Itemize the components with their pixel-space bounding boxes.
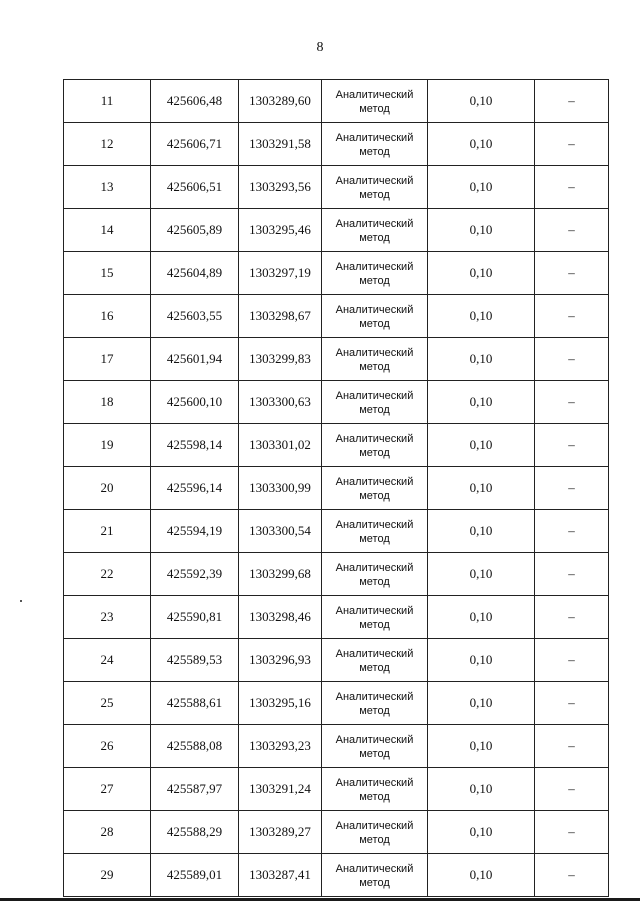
- note-cell: –: [535, 209, 609, 252]
- accuracy-cell: 0,10: [428, 596, 535, 639]
- y-coordinate-cell: 1303295,16: [239, 682, 322, 725]
- table-row: [64, 252, 609, 295]
- x-coordinate-cell: 425589,53: [151, 639, 239, 682]
- method-cell: [322, 166, 428, 209]
- y-coordinate-cell: 1303295,46: [239, 209, 322, 252]
- note-cell: –: [535, 725, 609, 768]
- method-line-1: Аналитический: [335, 260, 414, 273]
- method-line-1: Аналитический: [335, 432, 414, 445]
- accuracy-cell: 0,10: [428, 811, 535, 854]
- note-cell: –: [535, 424, 609, 467]
- method-line-1: Аналитический: [335, 604, 414, 617]
- y-coordinate-cell: 1303297,19: [239, 252, 322, 295]
- y-coordinate-cell: 1303291,58: [239, 123, 322, 166]
- x-coordinate-cell: 425606,71: [151, 123, 239, 166]
- x-coordinate-cell: 425598,14: [151, 424, 239, 467]
- point-number-cell: 12: [64, 123, 151, 166]
- method-line-1: Аналитический: [335, 561, 414, 574]
- table-row: [64, 80, 609, 123]
- point-number-cell: 20: [64, 467, 151, 510]
- point-number-cell: 23: [64, 596, 151, 639]
- method-line-2: метод: [359, 533, 390, 545]
- method-line-1: Аналитический: [335, 131, 414, 144]
- x-coordinate-cell: 425589,01: [151, 854, 239, 897]
- table-row: [64, 725, 609, 768]
- method-cell: [322, 553, 428, 596]
- accuracy-cell: 0,10: [428, 424, 535, 467]
- x-coordinate-cell: 425606,51: [151, 166, 239, 209]
- x-coordinate-cell: 425604,89: [151, 252, 239, 295]
- table-row: [64, 424, 609, 467]
- note-cell: –: [535, 596, 609, 639]
- method-cell: [322, 854, 428, 897]
- method-cell: [322, 80, 428, 123]
- point-number-cell: 28: [64, 811, 151, 854]
- method-line-1: Аналитический: [335, 819, 414, 832]
- accuracy-cell: 0,10: [428, 725, 535, 768]
- table-row: [64, 553, 609, 596]
- x-coordinate-cell: 425606,48: [151, 80, 239, 123]
- x-coordinate-cell: 425588,61: [151, 682, 239, 725]
- table-row: [64, 510, 609, 553]
- method-line-2: метод: [359, 490, 390, 502]
- accuracy-cell: 0,10: [428, 209, 535, 252]
- note-cell: –: [535, 338, 609, 381]
- table-row: [64, 166, 609, 209]
- method-cell: [322, 381, 428, 424]
- x-coordinate-cell: 425601,94: [151, 338, 239, 381]
- method-cell: [322, 123, 428, 166]
- accuracy-cell: 0,10: [428, 338, 535, 381]
- point-number-cell: 26: [64, 725, 151, 768]
- y-coordinate-cell: 1303293,56: [239, 166, 322, 209]
- method-line-1: Аналитический: [335, 518, 414, 531]
- table-row: [64, 854, 609, 897]
- y-coordinate-cell: 1303299,83: [239, 338, 322, 381]
- accuracy-cell: 0,10: [428, 639, 535, 682]
- table-row: [64, 381, 609, 424]
- note-cell: –: [535, 639, 609, 682]
- table-row: [64, 682, 609, 725]
- note-cell: –: [535, 553, 609, 596]
- point-number-cell: 13: [64, 166, 151, 209]
- table-row: [64, 295, 609, 338]
- y-coordinate-cell: 1303300,63: [239, 381, 322, 424]
- method-cell: [322, 768, 428, 811]
- method-line-2: метод: [359, 662, 390, 674]
- table-row: [64, 123, 609, 166]
- y-coordinate-cell: 1303289,60: [239, 80, 322, 123]
- y-coordinate-cell: 1303298,46: [239, 596, 322, 639]
- point-number-cell: 25: [64, 682, 151, 725]
- method-line-1: Аналитический: [335, 475, 414, 488]
- y-coordinate-cell: 1303298,67: [239, 295, 322, 338]
- method-line-1: Аналитический: [335, 389, 414, 402]
- method-line-1: Аналитический: [335, 174, 414, 187]
- note-cell: –: [535, 682, 609, 725]
- table-body: [64, 80, 609, 897]
- method-line-2: метод: [359, 103, 390, 115]
- point-number-cell: 16: [64, 295, 151, 338]
- point-number-cell: 29: [64, 854, 151, 897]
- method-line-2: метод: [359, 447, 390, 459]
- method-cell: [322, 682, 428, 725]
- method-cell: [322, 467, 428, 510]
- x-coordinate-cell: 425594,19: [151, 510, 239, 553]
- x-coordinate-cell: 425605,89: [151, 209, 239, 252]
- note-cell: –: [535, 381, 609, 424]
- point-number-cell: 18: [64, 381, 151, 424]
- y-coordinate-cell: 1303296,93: [239, 639, 322, 682]
- method-line-2: метод: [359, 318, 390, 330]
- note-cell: –: [535, 854, 609, 897]
- note-cell: –: [535, 166, 609, 209]
- accuracy-cell: 0,10: [428, 553, 535, 596]
- x-coordinate-cell: 425588,29: [151, 811, 239, 854]
- y-coordinate-cell: 1303301,02: [239, 424, 322, 467]
- method-line-2: метод: [359, 275, 390, 287]
- accuracy-cell: 0,10: [428, 854, 535, 897]
- y-coordinate-cell: 1303289,27: [239, 811, 322, 854]
- point-number-cell: 19: [64, 424, 151, 467]
- method-line-2: метод: [359, 146, 390, 158]
- note-cell: –: [535, 811, 609, 854]
- method-line-1: Аналитический: [335, 690, 414, 703]
- accuracy-cell: 0,10: [428, 123, 535, 166]
- y-coordinate-cell: 1303300,99: [239, 467, 322, 510]
- method-line-1: Аналитический: [335, 88, 414, 101]
- note-cell: –: [535, 510, 609, 553]
- table-row: [64, 811, 609, 854]
- note-cell: –: [535, 295, 609, 338]
- method-line-2: метод: [359, 834, 390, 846]
- table-row: [64, 338, 609, 381]
- accuracy-cell: 0,10: [428, 381, 535, 424]
- note-cell: –: [535, 467, 609, 510]
- method-cell: [322, 338, 428, 381]
- method-cell: [322, 424, 428, 467]
- accuracy-cell: 0,10: [428, 510, 535, 553]
- coordinates-table: [63, 79, 609, 897]
- table-row: [64, 209, 609, 252]
- method-cell: [322, 295, 428, 338]
- method-line-2: метод: [359, 361, 390, 373]
- note-cell: –: [535, 123, 609, 166]
- method-line-2: метод: [359, 404, 390, 416]
- method-cell: [322, 596, 428, 639]
- method-line-2: метод: [359, 576, 390, 588]
- method-line-2: метод: [359, 748, 390, 760]
- method-line-1: Аналитический: [335, 303, 414, 316]
- method-line-1: Аналитический: [335, 862, 414, 875]
- method-cell: [322, 252, 428, 295]
- method-cell: [322, 725, 428, 768]
- method-cell: [322, 639, 428, 682]
- x-coordinate-cell: 425596,14: [151, 467, 239, 510]
- y-coordinate-cell: 1303300,54: [239, 510, 322, 553]
- x-coordinate-cell: 425588,08: [151, 725, 239, 768]
- point-number-cell: 17: [64, 338, 151, 381]
- point-number-cell: 27: [64, 768, 151, 811]
- table-row: [64, 639, 609, 682]
- accuracy-cell: 0,10: [428, 682, 535, 725]
- scan-speck: [20, 600, 22, 602]
- y-coordinate-cell: 1303291,24: [239, 768, 322, 811]
- point-number-cell: 14: [64, 209, 151, 252]
- note-cell: –: [535, 252, 609, 295]
- method-line-1: Аналитический: [335, 776, 414, 789]
- method-line-2: метод: [359, 791, 390, 803]
- table-row: [64, 596, 609, 639]
- y-coordinate-cell: 1303293,23: [239, 725, 322, 768]
- y-coordinate-cell: 1303299,68: [239, 553, 322, 596]
- method-line-2: метод: [359, 619, 390, 631]
- x-coordinate-cell: 425600,10: [151, 381, 239, 424]
- point-number-cell: 24: [64, 639, 151, 682]
- note-cell: –: [535, 768, 609, 811]
- method-line-1: Аналитический: [335, 217, 414, 230]
- y-coordinate-cell: 1303287,41: [239, 854, 322, 897]
- table-row: [64, 768, 609, 811]
- point-number-cell: 21: [64, 510, 151, 553]
- point-number-cell: 15: [64, 252, 151, 295]
- method-line-2: метод: [359, 877, 390, 889]
- table-row: [64, 467, 609, 510]
- accuracy-cell: 0,10: [428, 295, 535, 338]
- method-line-2: метод: [359, 705, 390, 717]
- method-line-2: метод: [359, 189, 390, 201]
- method-line-1: Аналитический: [335, 733, 414, 746]
- page-number: 8: [316, 40, 324, 55]
- x-coordinate-cell: 425603,55: [151, 295, 239, 338]
- accuracy-cell: 0,10: [428, 80, 535, 123]
- method-cell: [322, 209, 428, 252]
- accuracy-cell: 0,10: [428, 252, 535, 295]
- accuracy-cell: 0,10: [428, 768, 535, 811]
- method-cell: [322, 510, 428, 553]
- x-coordinate-cell: 425590,81: [151, 596, 239, 639]
- accuracy-cell: 0,10: [428, 166, 535, 209]
- method-line-2: метод: [359, 232, 390, 244]
- method-line-1: Аналитический: [335, 346, 414, 359]
- point-number-cell: 11: [64, 80, 151, 123]
- point-number-cell: 22: [64, 553, 151, 596]
- note-cell: –: [535, 80, 609, 123]
- method-line-1: Аналитический: [335, 647, 414, 660]
- x-coordinate-cell: 425592,39: [151, 553, 239, 596]
- method-cell: [322, 811, 428, 854]
- x-coordinate-cell: 425587,97: [151, 768, 239, 811]
- accuracy-cell: 0,10: [428, 467, 535, 510]
